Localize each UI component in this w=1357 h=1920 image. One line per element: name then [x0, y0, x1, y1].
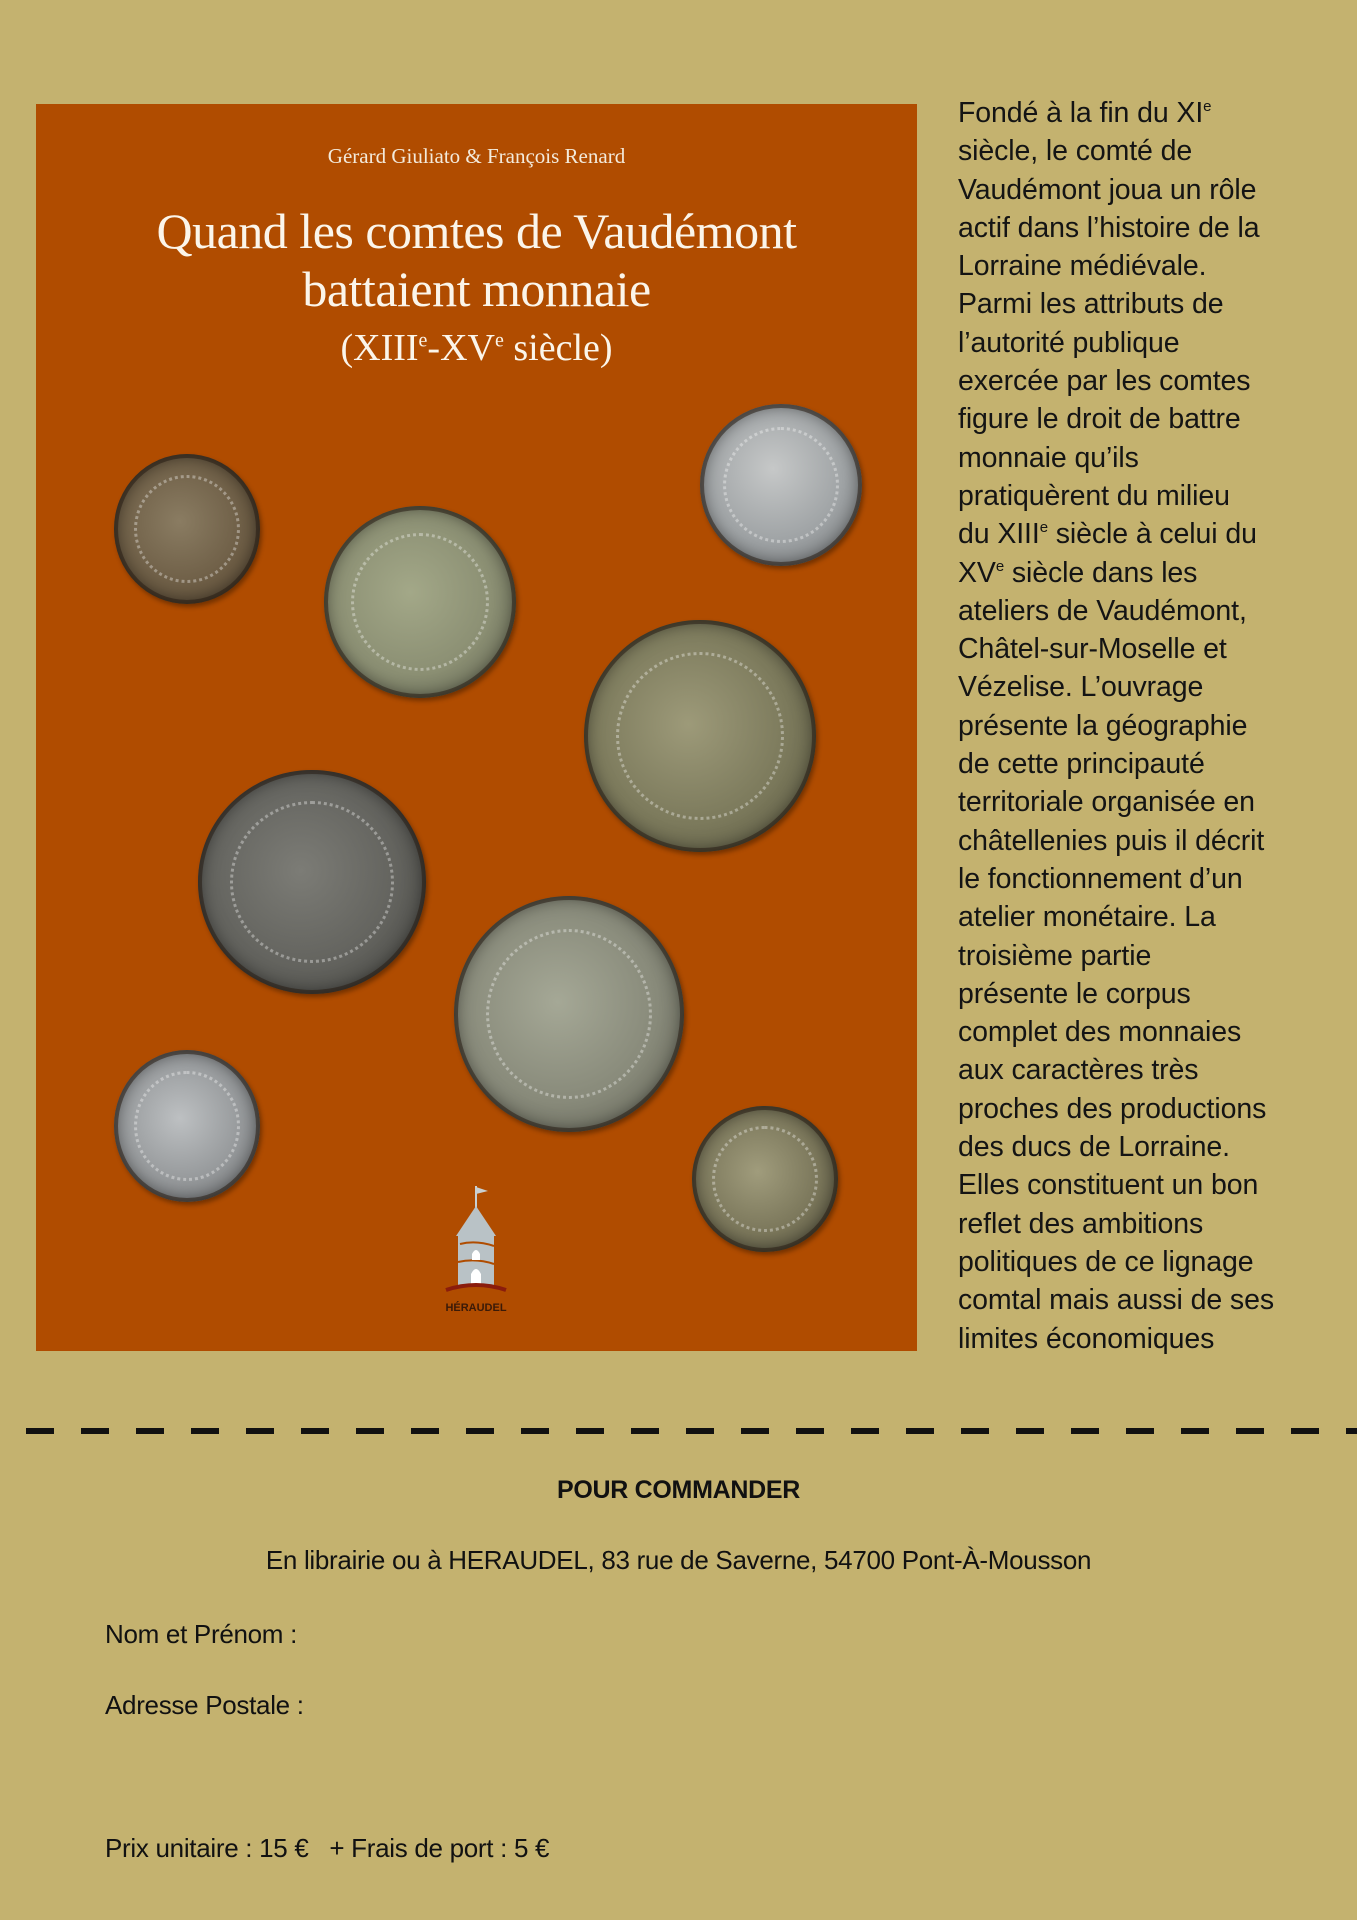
- subtitle-part: siècle): [503, 327, 613, 369]
- book-title: [36, 202, 917, 318]
- description-line: territoriale organisée en: [958, 786, 1255, 819]
- description-line: politiques de ce lignage: [958, 1245, 1254, 1278]
- coin-gold-small-image: [692, 1106, 838, 1252]
- description-line: présente la géographie: [958, 709, 1248, 742]
- book-title-line-2: battaient monnaie: [302, 261, 651, 317]
- book-subtitle: [36, 326, 917, 370]
- description-line: châtellenies puis il décrit: [958, 824, 1265, 857]
- description-line: présente le corpus: [958, 977, 1191, 1010]
- publisher-logo: [436, 1184, 516, 1314]
- description-line: figure le droit de battre: [958, 403, 1241, 436]
- description-line: l’autorité publique: [958, 326, 1180, 359]
- book-cover: [36, 104, 917, 1351]
- coin-sword-image: [454, 896, 684, 1132]
- cut-line-divider: [26, 1428, 1357, 1434]
- description-line: ateliers de Vaudémont,: [958, 594, 1247, 627]
- coin-crown-image: [584, 620, 816, 852]
- description-line: de cette principauté: [958, 748, 1205, 781]
- publisher-name: HÉRAUDEL: [445, 1302, 507, 1314]
- description-line: pratiquèrent du milieu: [958, 479, 1230, 512]
- coin-cross-image: [324, 506, 516, 698]
- name-field-label: Nom et Prénom :: [105, 1619, 298, 1649]
- book-description: [958, 94, 1328, 1358]
- price-line: Prix unitaire : 15 € + Frais de port : 5 €: [105, 1833, 550, 1863]
- description-line: Vaudémont joua un rôle: [958, 173, 1257, 206]
- subtitle-sup: e: [418, 329, 428, 352]
- description-line: XVe siècle dans les: [958, 556, 1198, 589]
- description-line: Elles constituent un bon: [958, 1169, 1259, 1202]
- book-title-line-1: Quand les comtes de Vaudémont: [156, 203, 797, 259]
- description-line: Châtel-sur-Moselle et: [958, 633, 1227, 666]
- book-authors: Gérard Giuliato & François Renard: [327, 144, 626, 168]
- description-line: Vézelise. L’ouvrage: [958, 671, 1204, 704]
- coin-bust-image: [700, 404, 862, 566]
- description-line: reflet des ambitions: [958, 1207, 1204, 1240]
- coin-silver-small-image: [114, 1050, 260, 1202]
- description-line: proches des productions: [958, 1092, 1267, 1125]
- description-line: du XIIIe siècle à celui du: [958, 518, 1257, 551]
- subtitle-part: -XV: [427, 327, 495, 369]
- description-line: actif dans l’histoire de la: [958, 211, 1260, 244]
- description-line: Lorraine médiévale.: [958, 250, 1207, 283]
- description-line: comtal mais aussi de ses: [958, 1284, 1274, 1317]
- description-line: limites économiques: [958, 1322, 1215, 1355]
- order-address: En librairie ou à HERAUDEL, 83 rue de Saverne, 54700 Pont-À-Mousson: [265, 1545, 1092, 1575]
- description-line: aux caractères très: [958, 1054, 1199, 1087]
- description-line: atelier monétaire. La: [958, 901, 1216, 934]
- description-line: complet des monnaies: [958, 1016, 1242, 1049]
- description-line: troisième partie: [958, 939, 1152, 972]
- description-line: monnaie qu’ils: [958, 441, 1139, 474]
- tower-icon: [436, 1184, 516, 1299]
- description-line: le fonctionnement d’un: [958, 862, 1243, 895]
- subtitle-part: (XIII: [340, 327, 419, 369]
- subtitle-sup: e: [494, 329, 504, 352]
- order-heading: POUR COMMANDER: [556, 1476, 801, 1504]
- coin-angel-image: [114, 454, 260, 604]
- description-line: Parmi les attributs de: [958, 288, 1224, 321]
- description-line: exercée par les comtes: [958, 365, 1251, 398]
- description-line: des ducs de Lorraine.: [958, 1131, 1230, 1164]
- description-line: Fondé à la fin du XIe: [958, 97, 1212, 129]
- coin-horseman-image: [198, 770, 426, 994]
- postal-address-field-label: Adresse Postale :: [105, 1690, 304, 1720]
- description-line: siècle, le comté de: [958, 135, 1193, 168]
